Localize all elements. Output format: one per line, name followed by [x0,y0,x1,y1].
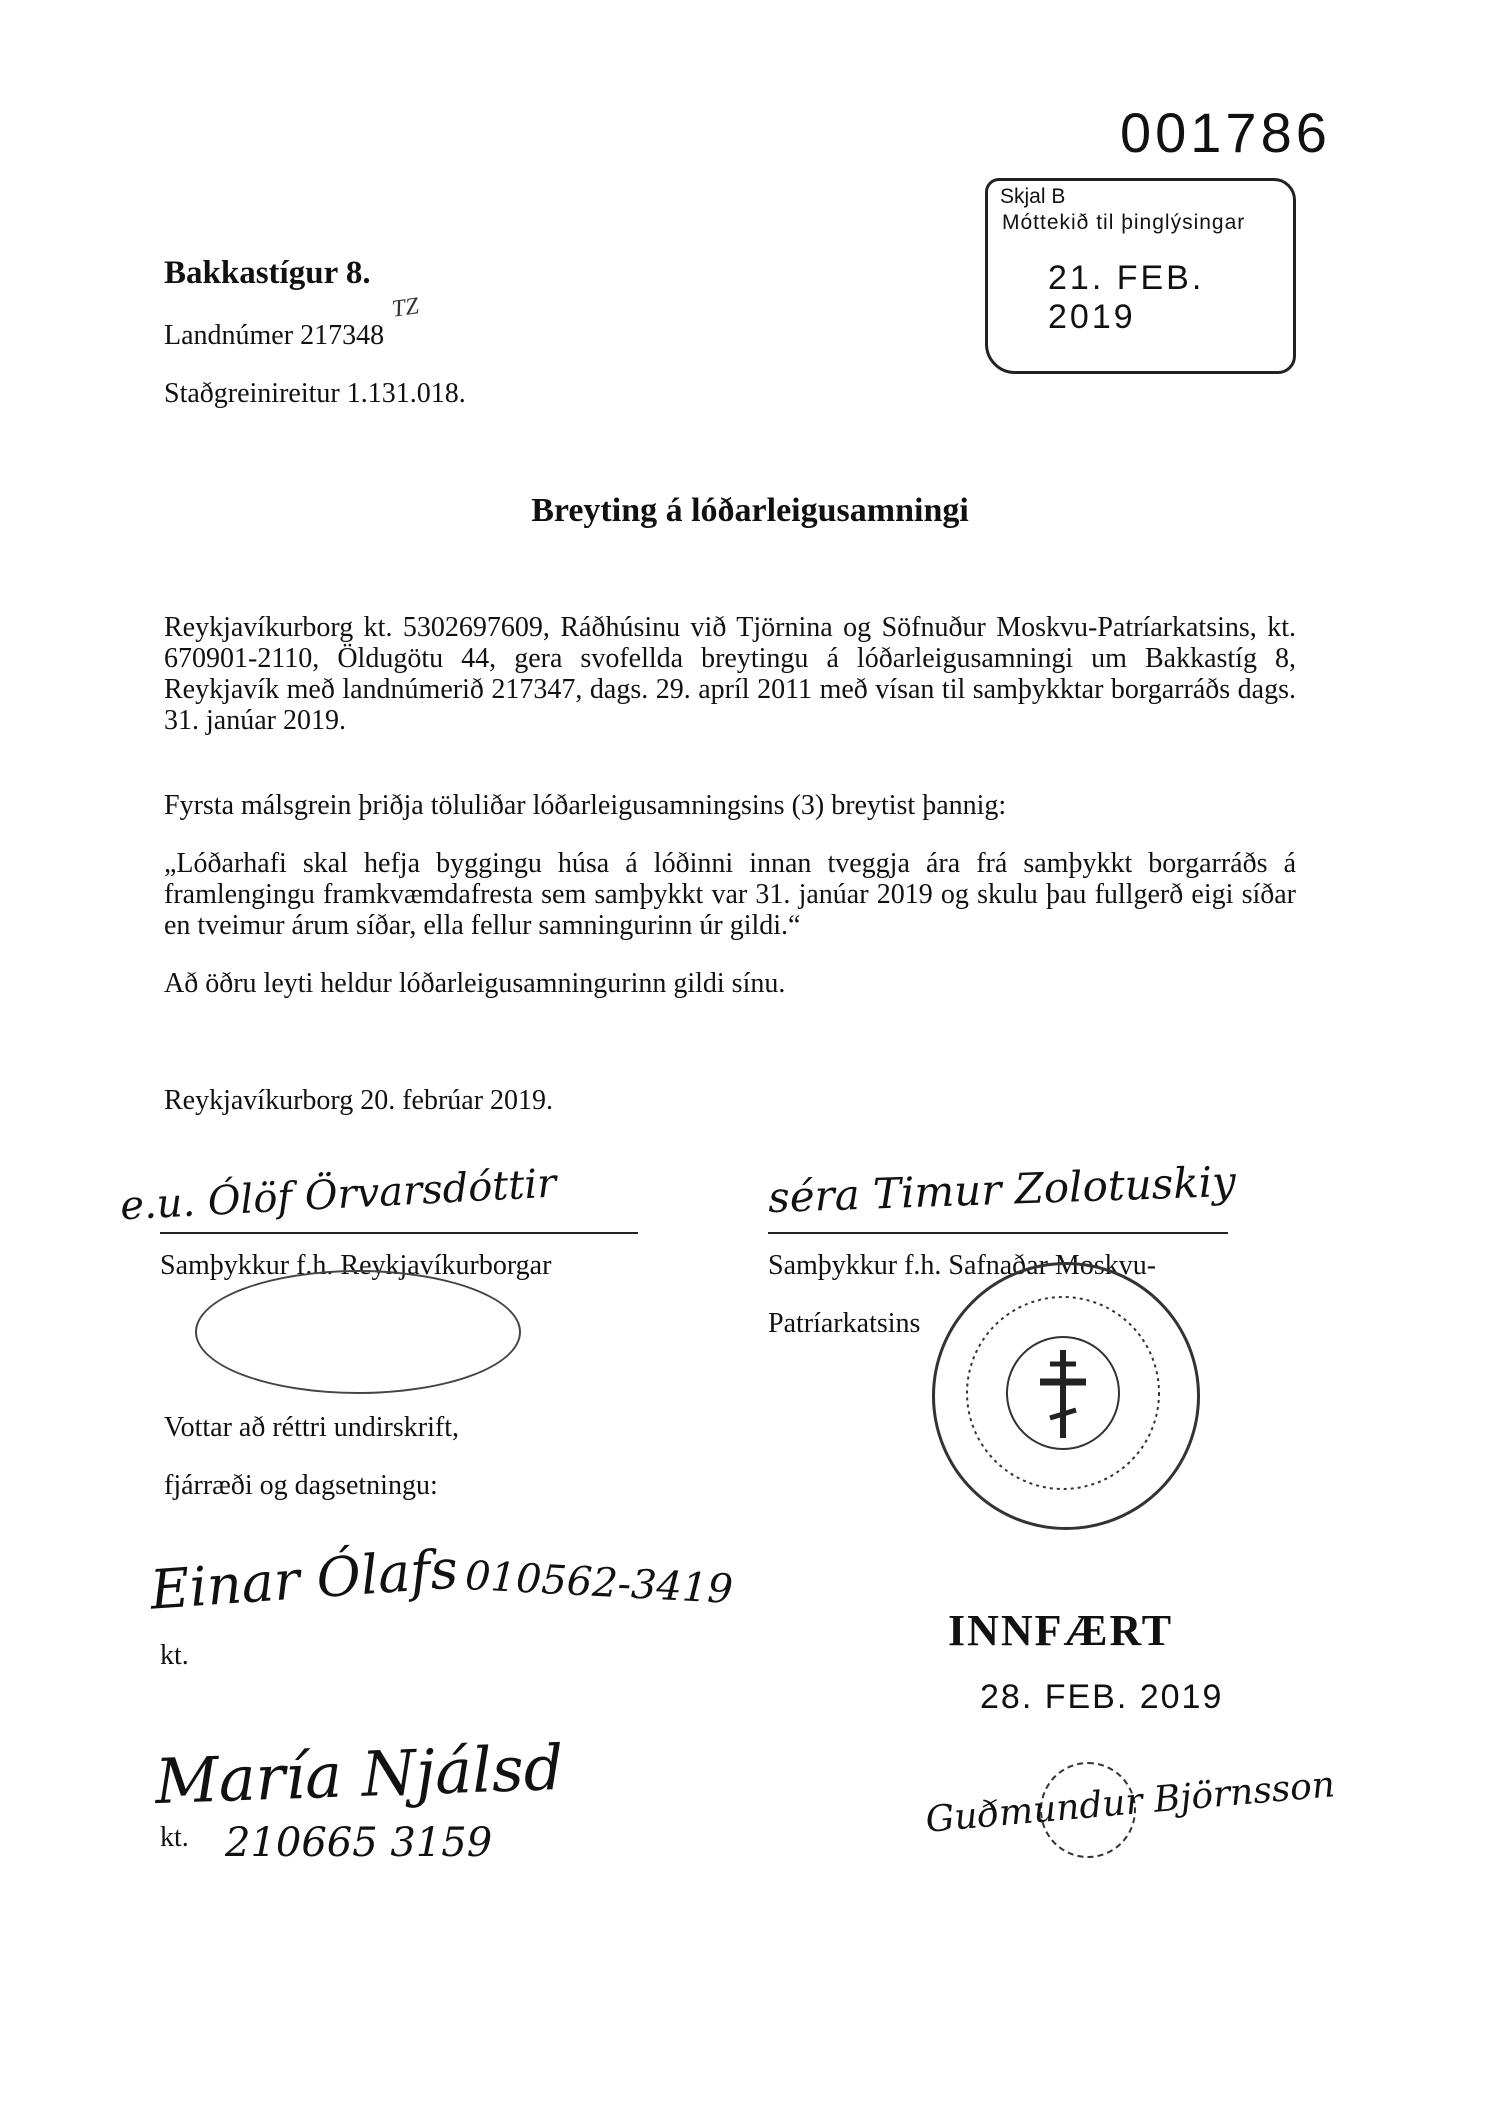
orthodox-cross-icon [932,1262,1194,1524]
city-signature: e.u. Ólöf Örvarsdóttir [119,1160,558,1230]
registrar-signature: Guðmundur Björnsson [923,1764,1337,1841]
witness-label-line2: fjárræði og dagsetningu: [164,1470,438,1501]
witness2-id: 210665 3159 [225,1820,493,1866]
church-signature: séra Timur Zolotuskiy [767,1156,1237,1223]
receipt-stamp [985,178,1296,374]
handwritten-note: TZ [390,293,421,323]
document-title: Breyting á lóðarleigusamningi [531,492,969,529]
church-approval-label-line2: Patríarkatsins [768,1308,921,1339]
city-approval-label: Samþykkur f.h. Reykjavíkurborgar [160,1250,552,1281]
witness1-signature: Einar Ólafs [148,1537,460,1622]
city-seal [195,1270,521,1394]
registration-stamp-date: 28. FEB. 2019 [980,1678,1224,1716]
witness1-id: 010562-3419 [463,1553,735,1613]
witness1-kt-label: kt. [160,1640,189,1671]
paragraph-parties: Reykjavíkurborg kt. 5302697609, Ráðhúsinu við Tjörnina og Söfnuður Moskvu-Patríarkatsins, kt. 670901-2110, Öldugötu 44, gera svofellda breytingu á lóðarleigusamningi um Bakkastíg 8, Reykjavík með landnúmerið 217347, dags. 29. apríl 2011 með vísan til samþykktar borgarráðs dags. 31. janúar 2019. [164,612,1296,736]
church-seal [932,1262,1200,1530]
witness-label-line1: Vottar að réttri undirskrift, [164,1412,459,1443]
registration-stamp-title: INNFÆRT [948,1606,1174,1655]
paragraph-intro: Fyrsta málsgrein þriðja töluliðar lóðarleigusamningsins (3) breytist þannig: [164,790,1007,821]
paragraph-amendment: „Lóðarhafi skal hefja byggingu húsa á lóðinni innan tveggja ára frá samþykkt borgarráðs á framlengingu framkvæmdafresta sem samþykkt var 31. janúar 2019 og skulu þau fullgerð eigi síðar en tveimur árum síðar, ella fellur samningurinn úr gildi.“ [164,848,1296,941]
reference-number: Staðgreinireitur 1.131.018. [164,378,466,409]
place-and-date: Reykjavíkurborg 20. febrúar 2019. [164,1085,554,1116]
receipt-stamp-line1: Skjal B [1000,185,1066,208]
city-signature-line [160,1232,638,1234]
paragraph-remainder: Að öðru leyti heldur lóðarleigusamningurinn gildi sínu. [164,968,786,999]
document-number: 001786 [1120,101,1331,164]
witness2-signature: María Njálsd [153,1730,565,1819]
property-name: Bakkastígur 8. [164,255,371,291]
receipt-stamp-line2: Móttekið til þinglýsingar [1002,211,1246,234]
land-number: Landnúmer 217348 [164,320,385,351]
witness2-kt-label: kt. [160,1822,189,1853]
church-approval-label-line1: Samþykkur f.h. Safnaðar Moskvu- [768,1250,1157,1281]
receipt-stamp-date: 21. FEB. 2019 [1048,259,1205,336]
church-signature-line [768,1232,1228,1234]
